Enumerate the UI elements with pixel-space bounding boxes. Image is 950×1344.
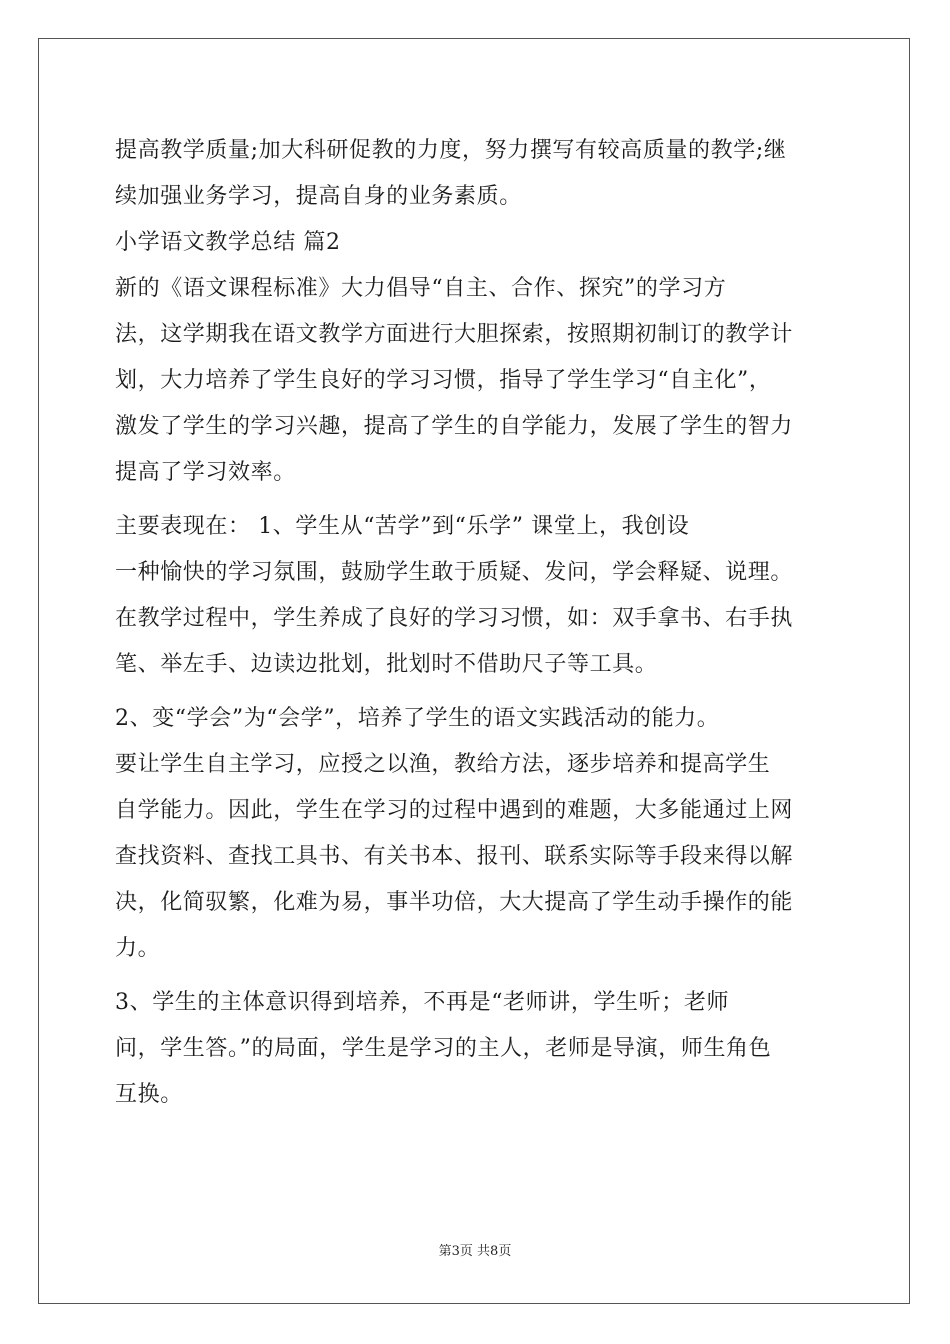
text-line: 互换。 [115, 1082, 183, 1107]
section-heading: 小学语文教学总结 篇2 [115, 230, 341, 255]
text-line: 笔、举左手、边读边批划，批划时不借助尺子等工具。 [115, 652, 658, 677]
text-line: 2、变“学会”为“会学”，培养了学生的语文实践活动的能力。 [115, 706, 720, 731]
text-line: 新的《语文课程标准》大力倡导“自主、合作、探究”的学习方 [115, 276, 727, 301]
text-line: 决，化简驭繁，化难为易，事半功倍，大大提高了学生动手操作的能 [115, 890, 794, 915]
text-line: 激发了学生的学习兴趣，提高了学生的自学能力，发展了学生的智力 [115, 414, 794, 439]
text-line: 划，大力培养了学生良好的学习习惯，指导了学生学习“自主化”， [115, 368, 772, 393]
text-line: 3、学生的主体意识得到培养，不再是“老师讲，学生听；老师 [115, 990, 730, 1015]
text-line: 一种愉快的学习氛围，鼓励学生敢于质疑、发问，学会释疑、说理。 [115, 560, 794, 585]
text-line: 法，这学期我在语文教学方面进行大胆探索，按照期初制订的教学计 [115, 322, 794, 347]
text-line: 查找资料、查找工具书、有关书本、报刊、联系实际等手段来得以解 [115, 844, 794, 869]
text-line: 提高教学质量;加大科研促教的力度，努力撰写有较高质量的教学;继 [115, 138, 787, 163]
document-body [115, 128, 840, 1118]
text-line: 提高了学习效率。 [115, 460, 296, 485]
text-line: 主要表现在： 1、学生从“苦学”到“乐学” 课堂上，我创设 [115, 514, 690, 539]
text-line: 自学能力。因此，学生在学习的过程中遇到的难题，大多能通过上网 [115, 798, 794, 823]
text-line: 问，学生答。”的局面，学生是学习的主人，老师是导演，师生角色 [115, 1036, 772, 1061]
page-number: 第3页 共8页 [438, 1244, 512, 1259]
text-line: 在教学过程中，学生养成了良好的学习习惯，如：双手拿书、右手执 [115, 606, 794, 631]
text-line: 力。 [115, 936, 161, 961]
text-line: 要让学生自主学习，应授之以渔，教给方法，逐步培养和提高学生 [115, 752, 771, 777]
text-line: 续加强业务学习，提高自身的业务素质。 [115, 184, 522, 209]
